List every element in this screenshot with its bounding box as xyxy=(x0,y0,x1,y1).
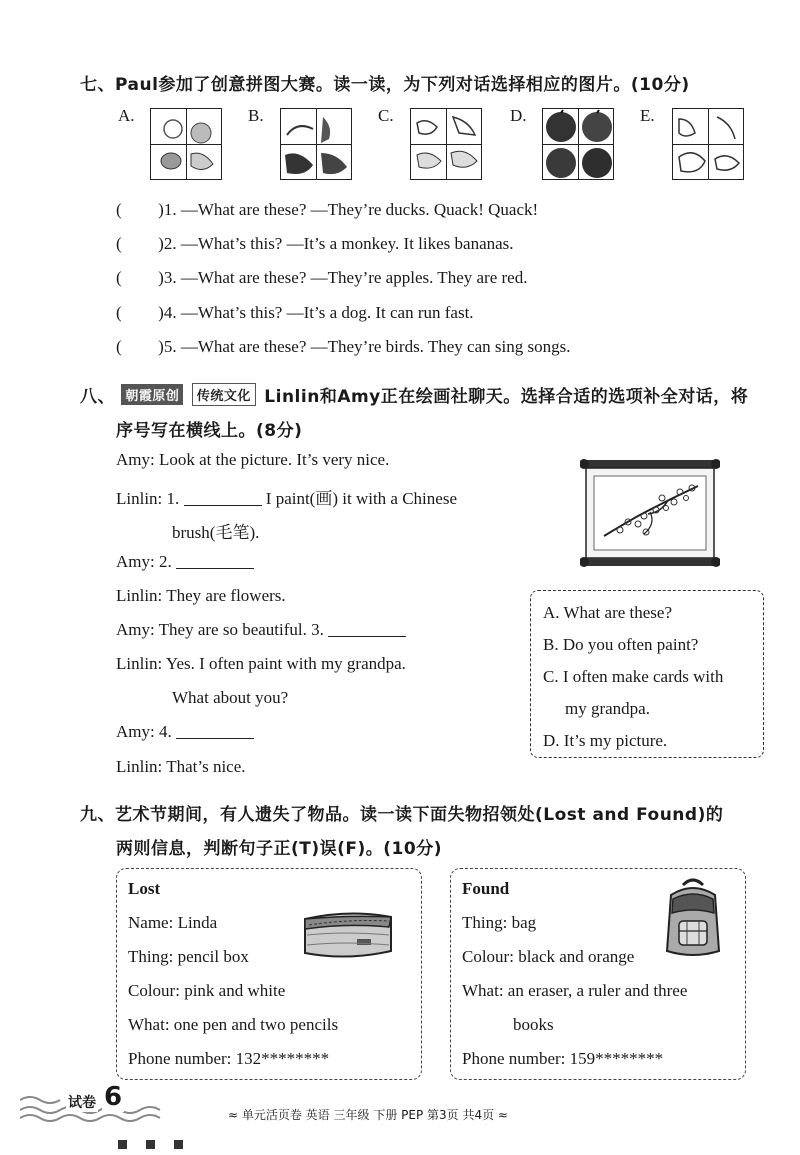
footer-badge xyxy=(20,1082,180,1128)
monkey-puzzle-icon xyxy=(150,108,222,180)
question-2 xyxy=(116,234,514,254)
lost-phone: Phone number: 132******** xyxy=(128,1049,330,1068)
apple-puzzle-icon xyxy=(542,108,614,180)
blank-2[interactable] xyxy=(176,554,254,569)
question-text: —What are these? —They’re birds. They can sing songs. xyxy=(180,337,571,356)
dialogue-line-6: Amy: They are so beautiful. 3. xyxy=(116,620,406,640)
found-phone: Phone number: 159******** xyxy=(462,1049,664,1068)
question-number: )5. xyxy=(158,337,177,356)
dialogue-line-1: Amy: Look at the picture. It’s very nice. xyxy=(116,450,390,469)
dog-puzzle-icon xyxy=(280,108,352,180)
choice-a: A. What are these? xyxy=(543,603,673,622)
lost-card xyxy=(116,868,422,1080)
section9-title-line2: 两则信息，判断句子正(T)误(F)。(10分) xyxy=(116,839,442,859)
answer-paren-open[interactable]: ( xyxy=(116,200,122,219)
backpack-icon xyxy=(661,875,725,961)
dialogue-line-3: brush(毛笔). xyxy=(172,523,260,542)
lost-what: What: one pen and two pencils xyxy=(128,1015,339,1034)
dialogue-line-10: Linlin: That’s nice. xyxy=(116,757,246,776)
lost-heading: Lost xyxy=(128,879,161,898)
dialogue-line-4: Amy: 2. xyxy=(116,552,254,572)
question-number: )2. xyxy=(158,234,177,253)
section7-title: 七、Paul参加了创意拼图大赛。读一读，为下列对话选择相应的图片。(10分) xyxy=(80,75,690,95)
blank-3[interactable] xyxy=(328,622,406,637)
choice-b: B. Do you often paint? xyxy=(543,635,699,654)
answer-paren-open[interactable]: ( xyxy=(116,234,122,253)
answer-paren-open[interactable]: ( xyxy=(116,268,122,287)
found-card xyxy=(450,868,746,1080)
lost-colour: Colour: pink and white xyxy=(128,981,286,1000)
lost-thing: Thing: pencil box xyxy=(128,947,249,966)
question-text: —What are these? —They’re apples. They are red. xyxy=(180,268,528,287)
question-text: —What’s this? —It’s a monkey. It likes bananas. xyxy=(180,234,514,253)
dialogue-line-2: Linlin: 1. I paint(画) it with a Chinese xyxy=(116,489,457,508)
question-text: —What are these? —They’re ducks. Quack! Quack! xyxy=(180,200,539,219)
section8-title-text: Linlin和Amy正在绘画社聊天。选择合适的选项补全对话，将 xyxy=(264,387,749,407)
dialogue-line-9: Amy: 4. xyxy=(116,722,254,742)
found-heading: Found xyxy=(462,879,510,898)
blank-1[interactable] xyxy=(184,491,262,506)
section8-title xyxy=(80,382,748,407)
found-what-cont: books xyxy=(513,1015,554,1034)
question-number: )1. xyxy=(158,200,177,219)
found-thing: Thing: bag xyxy=(462,913,537,932)
option-a-label: A. xyxy=(118,106,135,125)
blank-4[interactable] xyxy=(176,724,254,739)
section8-prefix: 八、 xyxy=(80,387,115,407)
choice-c-cont: my grandpa. xyxy=(565,699,650,718)
question-text: —What’s this? —It’s a dog. It can run fast. xyxy=(180,303,474,322)
answer-paren-open[interactable]: ( xyxy=(116,337,122,356)
choices-box xyxy=(530,590,764,758)
lost-name: Name: Linda xyxy=(128,913,218,932)
choice-c: C. I often make cards with xyxy=(543,667,724,686)
section8-title-line2: 序号写在横线上。(8分) xyxy=(116,421,303,441)
choice-d: D. It’s my picture. xyxy=(543,731,668,750)
dialogue-line-8: What about you? xyxy=(172,688,289,707)
found-colour: Colour: black and orange xyxy=(462,947,635,966)
dialogue-line-7: Linlin: Yes. I often paint with my grandpa. xyxy=(116,654,406,673)
duck-puzzle-icon xyxy=(672,108,744,180)
footer-info: ≈ 单元活页卷 英语 三年级 下册 PEP 第3页 共4页 ≈ xyxy=(228,1108,508,1122)
question-4 xyxy=(116,303,474,323)
question-number: )3. xyxy=(158,268,177,287)
option-c-label: C. xyxy=(378,106,394,125)
option-e-label: E. xyxy=(640,106,655,125)
option-b-label: B. xyxy=(248,106,264,125)
pencil-box-icon xyxy=(297,905,397,965)
paper-label: 试卷 xyxy=(66,1092,98,1112)
paper-number: 6 xyxy=(104,1082,123,1112)
footer-squares-icon xyxy=(118,1137,188,1147)
question-1 xyxy=(116,200,538,220)
question-3 xyxy=(116,268,527,288)
answer-paren-open[interactable]: ( xyxy=(116,303,122,322)
option-d-label: D. xyxy=(510,106,527,125)
scroll-painting-icon xyxy=(580,458,720,570)
culture-badge: 传统文化 xyxy=(192,383,256,406)
bird-puzzle-icon xyxy=(410,108,482,180)
question-number: )4. xyxy=(158,303,177,322)
wave-decoration-icon xyxy=(20,1088,180,1128)
dialogue-line-5: Linlin: They are flowers. xyxy=(116,586,286,605)
section9-title: 九、艺术节期间，有人遗失了物品。读一读下面失物招领处(Lost and Found)的 xyxy=(80,805,724,825)
found-what: What: an eraser, a ruler and three xyxy=(462,981,688,1000)
original-badge: 朝霞原创 xyxy=(121,384,183,405)
question-5 xyxy=(116,337,570,357)
